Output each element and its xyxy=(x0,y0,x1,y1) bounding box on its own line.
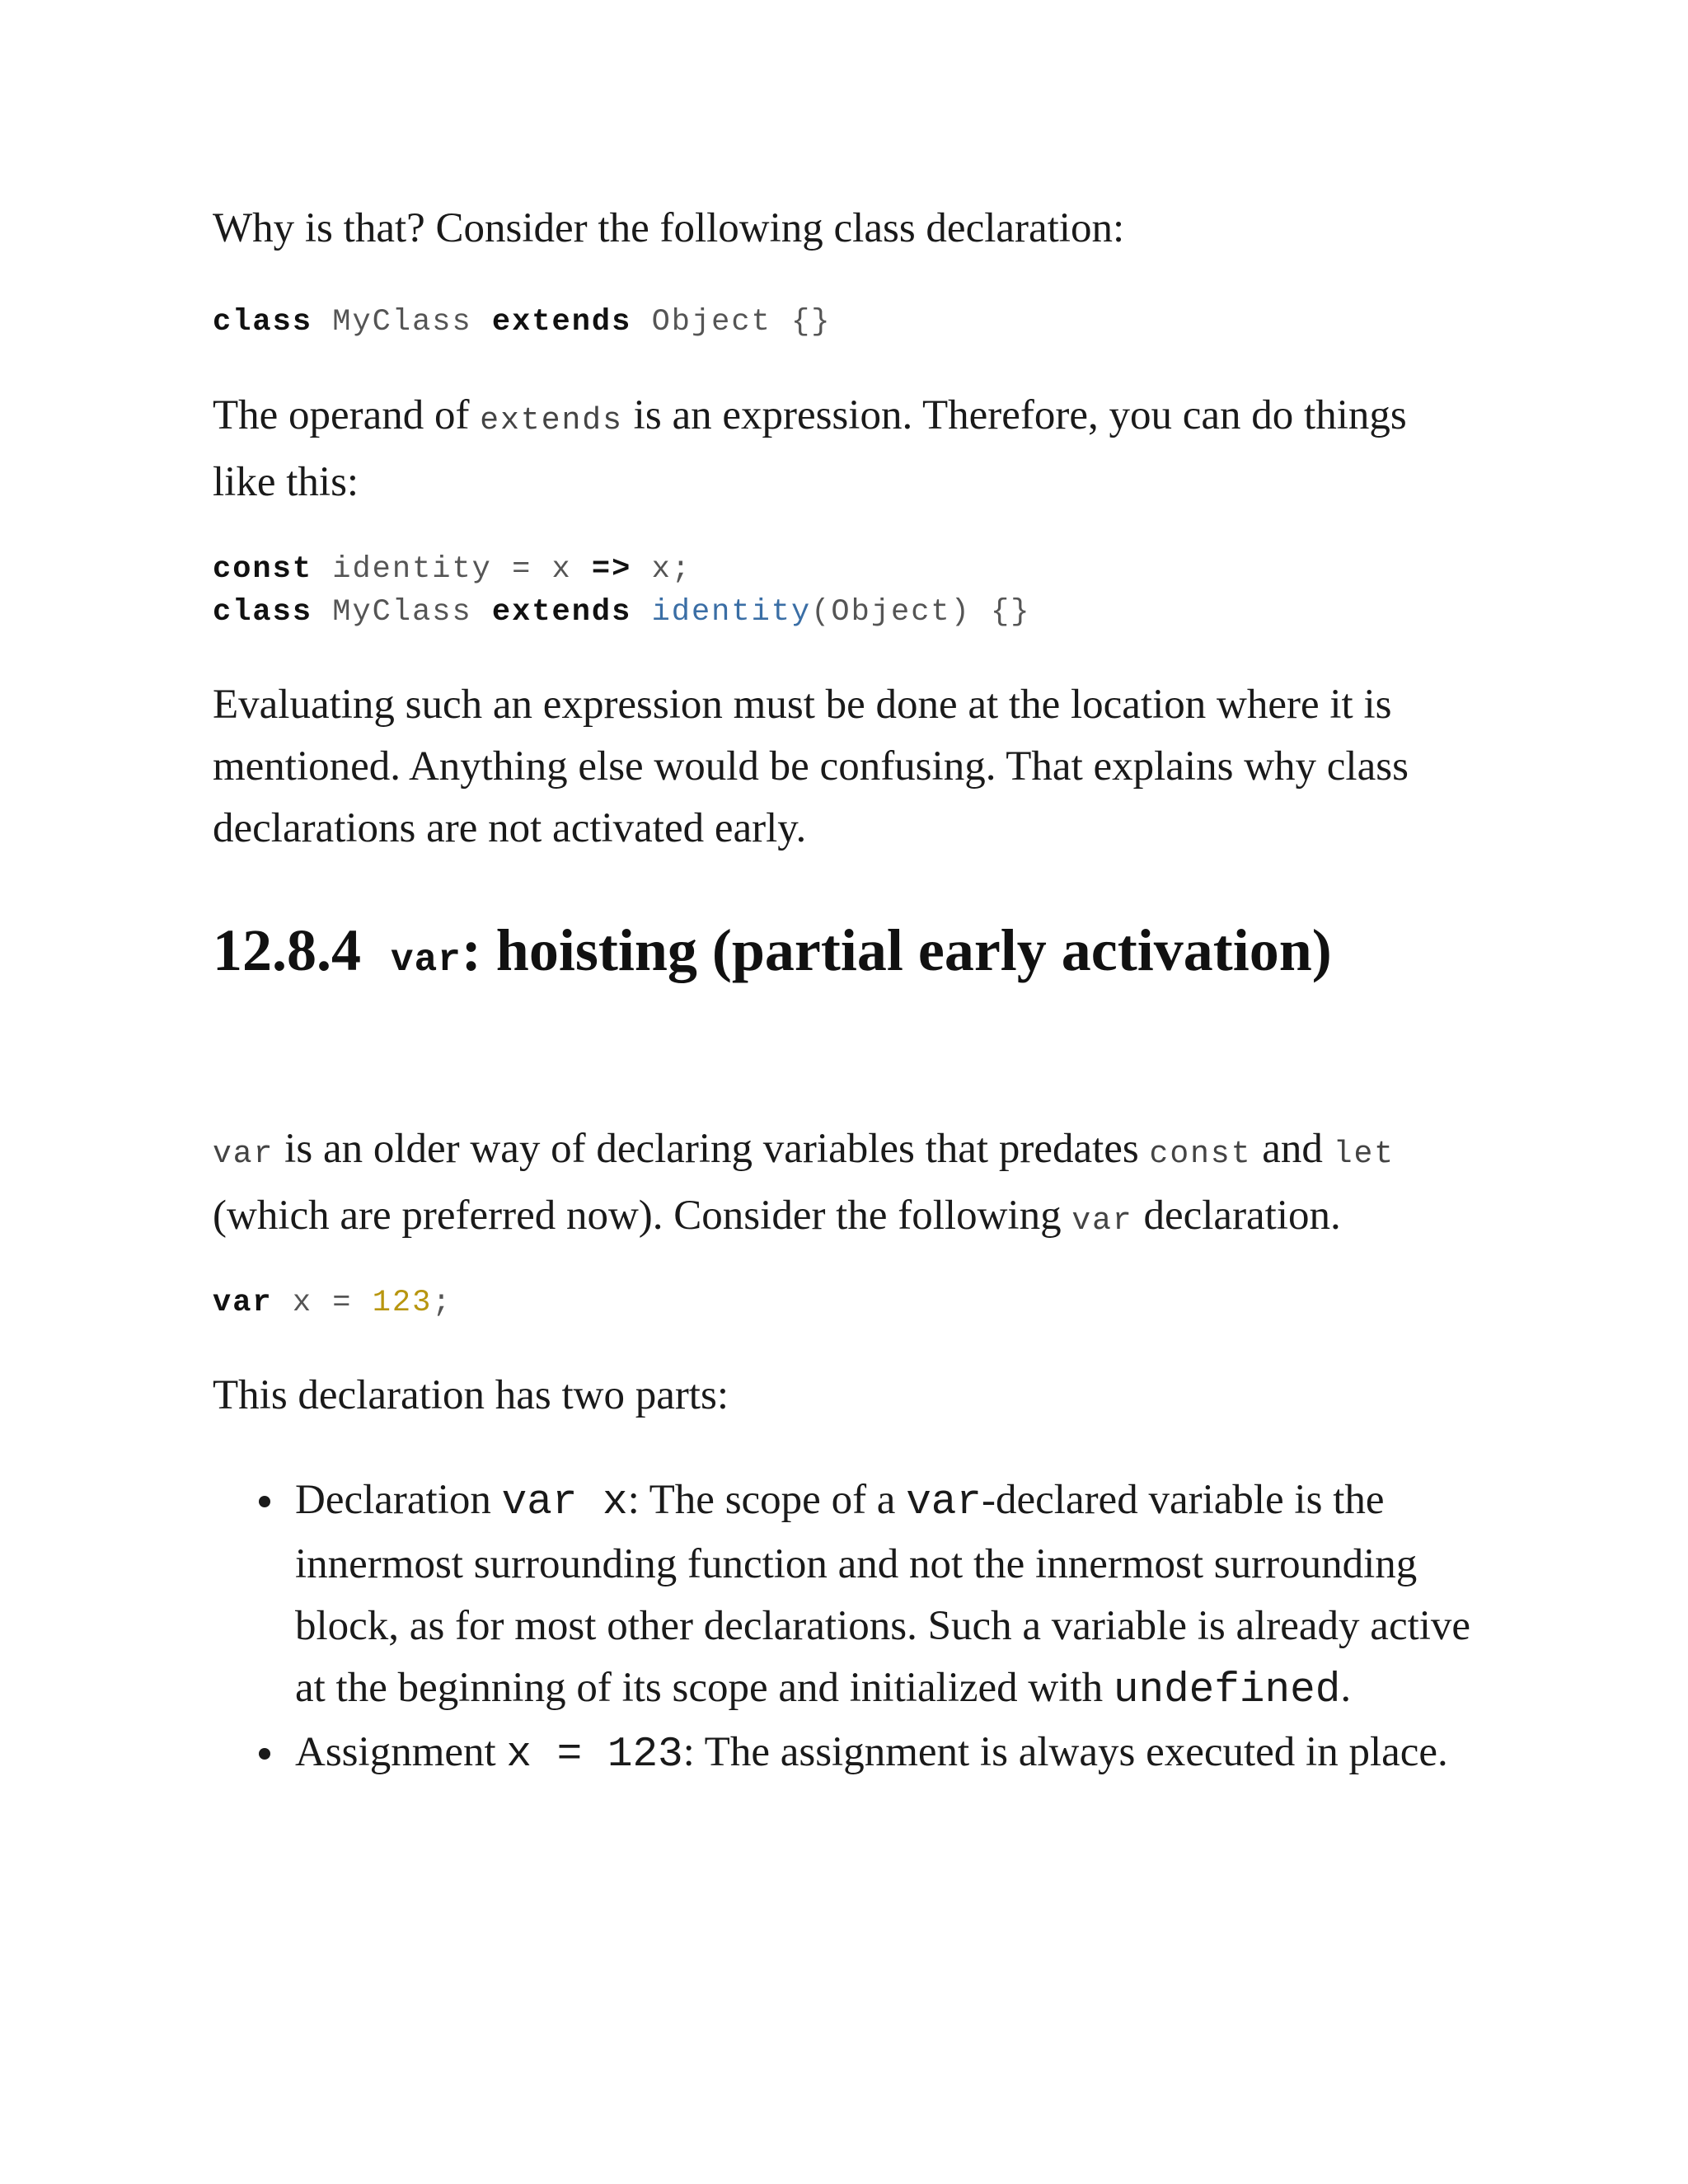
paragraph-evaluating xyxy=(213,674,1498,860)
text-run: is an expression. Therefore, you can do things like this: xyxy=(213,392,1407,505)
section-heading-text: : hoisting (partial early activation) xyxy=(461,917,1332,983)
text-run: (which are preferred now). Consider the following xyxy=(213,1193,1072,1239)
text-run: declaration. xyxy=(1132,1193,1341,1239)
list-item xyxy=(213,1722,1498,1786)
text-run: and xyxy=(1251,1126,1334,1172)
section-heading xyxy=(213,916,1367,994)
code-keyword: var xyxy=(213,1286,273,1320)
text-run: : The assignment is always executed in place. xyxy=(682,1729,1448,1775)
text-run: Assignment xyxy=(295,1729,507,1775)
section-number: 12.8.4 xyxy=(213,917,361,983)
code-operator: => xyxy=(591,552,632,587)
code-keyword: class xyxy=(213,595,313,630)
code-block-identity xyxy=(213,548,1030,634)
code-text: (Object) {} xyxy=(811,595,1031,630)
inline-code: var xyxy=(213,1137,274,1172)
paragraph-var-intro xyxy=(213,1118,1498,1252)
inline-code: x = 123 xyxy=(506,1732,683,1779)
inline-code: var x xyxy=(501,1479,628,1526)
paragraph-intro-text: Why is that? Consider the following class declaration: xyxy=(213,205,1125,251)
paragraph-two-parts xyxy=(213,1365,729,1427)
list-item xyxy=(213,1469,1498,1722)
inline-code: undefined xyxy=(1113,1667,1341,1714)
code-punctuation: {} xyxy=(791,305,832,340)
text-run: The operand of xyxy=(213,392,481,438)
text-run: Declaration xyxy=(295,1477,502,1523)
inline-code: extends xyxy=(480,403,623,438)
text-run: is an older way of declaring variables that predates xyxy=(274,1126,1150,1172)
code-keyword: class xyxy=(213,305,313,340)
code-block-var xyxy=(213,1282,452,1324)
bullet-icon xyxy=(259,1748,270,1760)
text-run: : The scope of a xyxy=(627,1477,907,1523)
code-keyword: extends xyxy=(491,305,632,340)
code-keyword: const xyxy=(213,552,313,587)
inline-code: let xyxy=(1333,1137,1395,1172)
bullet-icon xyxy=(259,1496,270,1507)
heading-inline-code: var xyxy=(391,939,462,982)
code-text: identity = x xyxy=(332,552,572,587)
code-punctuation: ; xyxy=(432,1286,452,1320)
text-run: -declared variable is the innermost surrounding function and not the innermost surrounding block, as for most other declarations. Such a variable is already active at the beginning of its scope and initialized with xyxy=(295,1477,1471,1711)
text-run: . xyxy=(1340,1665,1352,1711)
code-keyword: extends xyxy=(491,595,632,630)
code-number: 123 xyxy=(372,1286,433,1320)
code-block-class-declaration xyxy=(213,301,831,344)
inline-code: var xyxy=(906,1479,982,1526)
inline-code: const xyxy=(1149,1137,1252,1172)
code-identifier: MyClass xyxy=(332,305,472,340)
code-text: x; xyxy=(651,552,692,587)
paragraph-operand xyxy=(213,385,1408,513)
paragraph-intro xyxy=(213,198,1124,260)
code-function: identity xyxy=(651,595,812,630)
paragraph-two-parts-text: This declaration has two parts: xyxy=(213,1372,729,1418)
code-identifier: MyClass xyxy=(332,595,472,630)
bullet-list xyxy=(213,1469,1498,1786)
inline-code: var xyxy=(1071,1203,1133,1239)
paragraph-evaluating-text: Evaluating such an expression must be done at the location where it is mentioned. Anything else would be confusing. That explains why class declarations are not activated early. xyxy=(213,682,1409,851)
code-text: x = xyxy=(292,1286,353,1320)
code-identifier: Object xyxy=(651,305,771,340)
